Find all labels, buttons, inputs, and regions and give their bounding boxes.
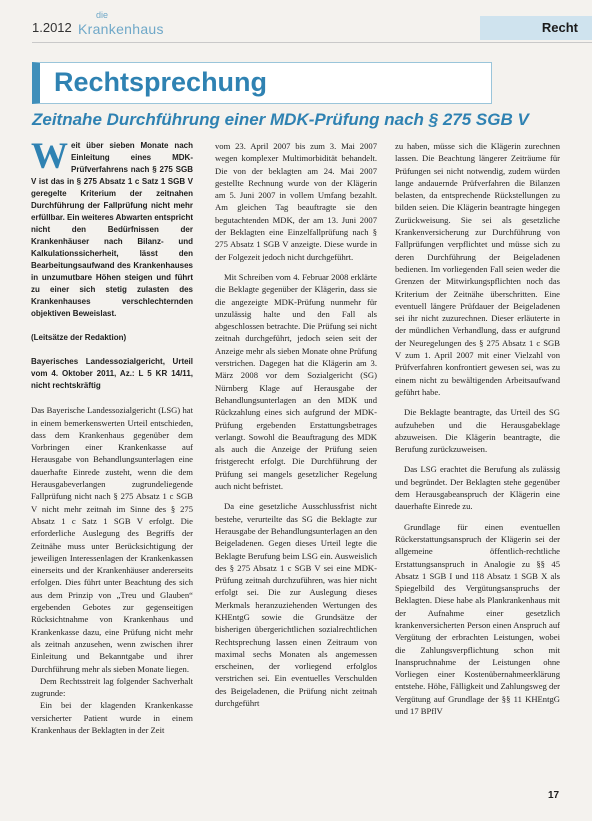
body-paragraph: vom 23. April 2007 bis zum 3. Mai 2007 wegen komplexer Multimorbidität behandelt. Die von der beklagten am 24. Mai 2007 gestellte Rechnung wurde von der Klägerin am 5. Juni 2007 in vollem Umfang bezahlt. Am gleichen Tag beauftragte sie den begutachtenden MDK, der am 13. Juni 2007 der Beklagten eine Einzelfallprüfung nach § 275 Absatz 1 SGB V anzeigte. Diese wurde in der Folgezeit jedoch nicht durchgeführt. xyxy=(215,141,377,262)
text-column-2 xyxy=(215,140,377,800)
lead-paragraph xyxy=(31,140,193,320)
section-title-box xyxy=(32,62,492,104)
section-title: Rechtsprechung xyxy=(54,67,268,97)
section-label: Recht xyxy=(480,16,592,40)
body-paragraph: Mit Schreiben vom 4. Februar 2008 erklärte die Beklagte gegenüber der Klägerin, dass sie die angezeigte MDK-Prüfung nunmehr für unzulässig halte und den Fall als abgeschlossen betrachte. Die Prüfung sei nicht zeitnah durchgeführt, jedoch seien seit der Anzeige mehr als sieben Monate ohne Prüfung verstrichen. Dagegen hat die Klägerin am 3. März 2008 vor dem Sozialgericht (SG) Nürnberg Klage auf Herausgabe der Behandlungsunterlagen an den MDK und Rückzahlung eines sich aufgrund der MDK-Prüfung ergebenden Erstattungsbetrages verlangt. Sowohl die Beauftragung des MDK als auch die Anzeige der Prüfung seien fristgerecht erfolgt. Die Durchführung der Prüfung sei mangels gesetzlicher Regelung auch nicht befristet. xyxy=(215,271,377,492)
court-citation: Bayerisches Landessozialgericht, Urteil vom 4. Oktober 2011, Az.: L 5 KR 14/11, nicht rechtskräftig xyxy=(31,357,193,391)
editor-note: (Leitsätze der Redaktion) xyxy=(31,333,127,342)
text-column-1 xyxy=(31,140,193,800)
body-paragraph: Dem Rechtsstreit lag folgender Sachverhalt zugrunde: xyxy=(31,675,193,699)
text-column-3 xyxy=(395,140,560,800)
magazine-logo xyxy=(70,10,180,40)
body-paragraph: Das LSG erachtet die Berufung als zulässig und begründet. Der Beklagten stehe gegenüber dem Herausgabeanspruch der Klägerin eine dauerhafte Einrede zu. xyxy=(395,464,560,512)
body-paragraph: Die Beklagte beantragte, das Urteil des SG aufzuheben und die Herausgabeklage abzuweisen. Die Klägerin beantragte, die Berufung zurückzuweisen. xyxy=(395,407,560,455)
body-paragraph: Da eine gesetzliche Ausschlussfrist nicht bestehe, verurteilte das SG die Beklagte zur Herausgabe der Behandlungsunterlagen an den Beigeladenen. Gegen dieses Urteil legte die Beklagte Berufung beim LSG ein. Ausweislich des § 275 Absatz 1 c SGB V sei eine MDK-Prüfung zeitnah durchzuführen, was hier nicht erfolgt sei. Die zur Auslegung dieses Merkmals heranzuziehenden Wertungen des KHEntgG sowie die Grundsätze der bisherigen übergerichtlichen sozialrechtlichen Rechtsprechung lassen einen Zeitraum von maximal sechs Monaten als angemessen erscheinen, der vorliegend erfolglos verstrichen sei. Ein eventuelles Verschulden des Beigeladenen, die Prüfung nicht zeitnah durchgeführt xyxy=(215,501,377,709)
logo-main-text: Krankenhaus xyxy=(78,21,164,37)
lead-text: eit über sieben Monate nach Einleitung eines MDK-Prüfverfahrens nach § 275 SGB V ist das in § 275 Absatz 1 c Satz 1 SGB V geregelte Kriterium der zeitnahen Durchführung der Fallprüfung nicht mehr erfüllbar. Ein weiteres Abwarten entspricht nicht den Bedürfnissen der Krankenhäuser nach Bilanz- und Kalkulationssicherheit, lässt den Bearbeitungsaufwand des Krankenhauses in unzumutbare Höhen steigen und führt zu einer sich stetig zulasten des Krankenhauses verschlechternden objektiven Beweislast. xyxy=(31,141,193,318)
issue-number: 1.2012 xyxy=(32,20,72,35)
page-header xyxy=(0,0,592,48)
drop-cap: W xyxy=(31,140,68,177)
body-paragraph: Das Bayerische Landessozialgericht (LSG) hat in einem bemerkenswerten Urteil entschieden, dass dem Krankenhaus gegenüber dem Vorbringen einer Krankenkasse auf Herausgabe von Behandlungsunterlagen eine dauerhafte Einrede zusteht, wenn die dem Herausgabeverlangen zugrundeliegende Fallprüfung nicht nach § 275 Absatz 1 c SGB V nicht mehr zeitnah im Sinne des § 275 Absatz 1 c Satz 1 SGB V erfolgt. Die erforderliche Auslegung des Begriffs der Zeitnähe muss unter Berücksichtigung der jeweiligen Interessenlagen der Krankenkassen einerseits und der Krankenhäuser andererseits erfolgen. Dies führt unter Beachtung des sich aus dem Prinzip von „Treu und Glauben“ ergebenden Gebotes zur gegenseitigen Rücksichtnahme von Krankenhaus und Krankenkasse dazu, eine Prüfung nicht mehr als zeitnah anzusehen, wenn zwischen ihrer Einleitung und Bekanntgabe und ihrer Durchführung mehr als sieben Monate liegen. xyxy=(31,405,193,674)
body-paragraph: Ein bei der klagenden Krankenkasse versicherter Patient wurde in einem Krankenhaus der Beklagten in der Zeit xyxy=(31,700,193,736)
body-paragraph: zu haben, müsse sich die Klägerin zurechnen lassen. Die Beachtung längerer Zeiträume für Prüfungen sei nicht notwendig, zudem würden lange andauernde Prüfverfahren die Bilanzen belasten, da entsprechende Rückstellungen zu bilden seien. Die Klägerin beantragte hingegen Zurückweisung. Sie sei als gesetzliche Krankenversicherung zur Durchführung von Fallprüfungen verpflichtet und müsse sich zu deren Durchführung der Beigeladenen bedienen. Im vorliegenden Fall seien weder die Grenzen der Mitwirkungspflichten noch das Kriterium der Zeitnähe überschritten. Eine eventuell längere Prüfdauer der Beigeladenen sei ihr nicht zuzurechnen. Dieser erläuterte in der mündlichen Verhandlung, dass er aufgrund der Neuregelungen des § 275 Absatz 1 c SGB V zum 1. April 2007 mit einer Vielzahl von Prüfverfahren konfrontiert gewesen sei, was zu einem nicht zu bewältigenden Arbeitsaufwand geführt habe. xyxy=(395,141,560,397)
body-paragraph: Grundlage für einen eventuellen Rückerstattungsanspruch der Klägerin sei der allgemeine öffentlich-rechtliche Erstattungsanspruch in Analogie zu §§ 45 Absatz 1 SGB I und 118 Absatz 1 SGB X als Spiegelbild des Vergütungsanspruchs der Beklagten. Diese habe als Plankrankenhaus mit der Aufnahme einer gesetzlich krankenversicherten Person einen Anspruch auf Vergütung der erbrachten Leistungen, wobei die Zahlungsverpflichtung schon mit Inanspruchnahme der Leistungen ohne Vorliegen einer Kostenübernahmeerklärung entstehe. Höhe, Fälligkeit und Zahlungsweg der Vergütung auf Grundlage der §§ 11 KHEntgG und 17 BPflV xyxy=(395,521,560,717)
logo-small-text: die xyxy=(96,10,109,20)
header-divider xyxy=(32,42,592,43)
page-number: 17 xyxy=(548,790,560,801)
article-title: Zeitnahe Durchführung einer MDK-Prüfung nach § 275 SGB V xyxy=(32,110,529,129)
